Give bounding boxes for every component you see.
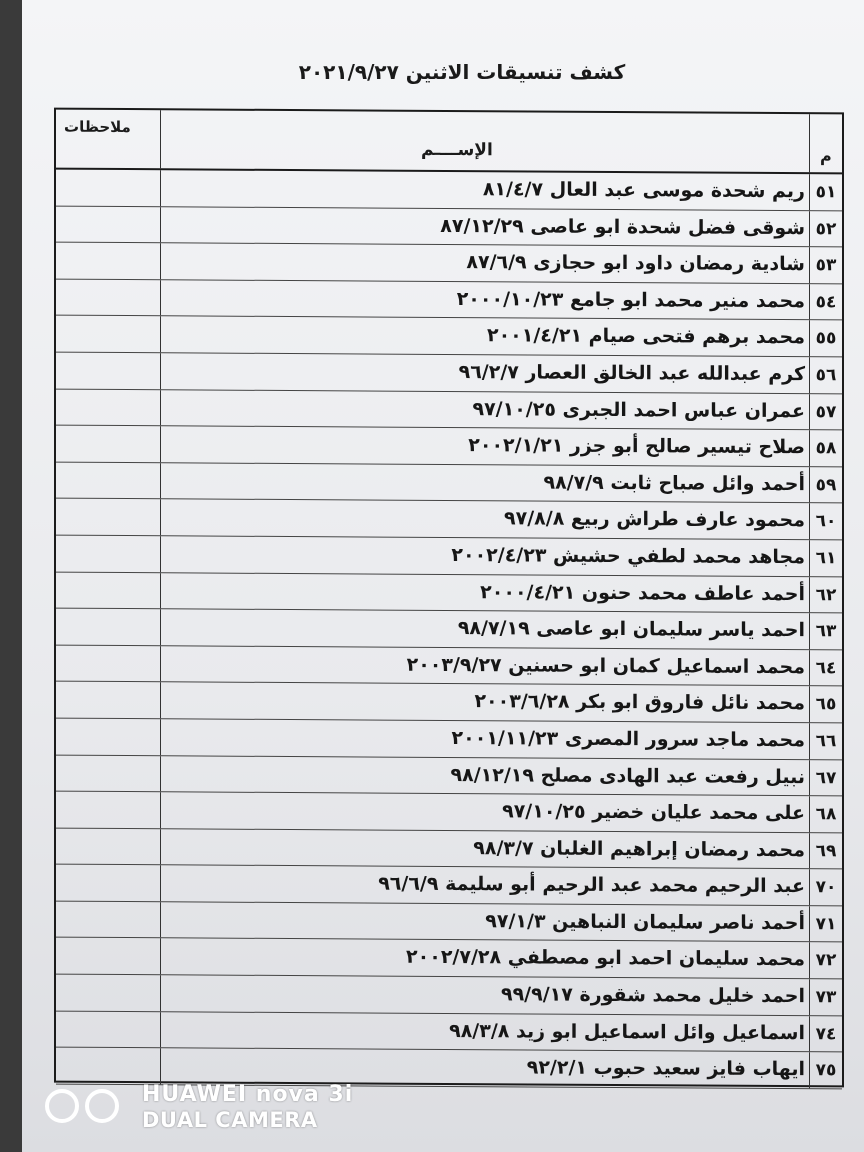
- row-name-cell: محمد نائل فاروق ابو بكر ٢٠٠٣/٦/٢٨: [474, 690, 805, 715]
- row-notes-cell: [56, 170, 161, 206]
- row-name-cell: شوقى فضل شحدة ابو عاصى ٨٧/١٢/٢٩: [440, 214, 805, 239]
- row-name-cell: محمد رمضان إبراهيم الغلبان ٩٨/٣/٧: [473, 836, 805, 861]
- row-name-cell: على محمد عليان خضير ٩٧/١٠/٢٥: [502, 800, 805, 825]
- row-name-cell: أحمد عاطف محمد حنون ٢٠٠٠/٤/٢١: [480, 580, 805, 605]
- table-row: [56, 462, 842, 503]
- row-name-cell: محمد اسماعيل كمان ابو حسنين ٢٠٠٣/٩/٢٧: [406, 653, 805, 678]
- row-notes-cell: [56, 206, 161, 242]
- table-row: [56, 938, 842, 979]
- names-table: [54, 108, 844, 1088]
- row-notes-cell: [56, 243, 161, 279]
- page-title: كشف تنسيقات الاثنين ٢٠٢١/٩/٢٧: [298, 60, 626, 84]
- row-notes-cell: [56, 426, 161, 462]
- row-notes-cell: [56, 975, 161, 1011]
- row-number-cell: ٧١: [809, 906, 842, 942]
- row-notes-cell: [56, 572, 161, 608]
- row-number-cell: ٦٧: [809, 760, 842, 796]
- header-name-label: الإســــم: [421, 139, 493, 161]
- watermark-camera: DUAL CAMERA: [142, 1108, 318, 1132]
- row-notes-cell: [56, 792, 161, 828]
- row-name-cell: شادية رمضان داود ابو حجازى ٨٧/٦/٩: [466, 251, 805, 276]
- row-number-cell: ٥٥: [809, 321, 842, 357]
- row-name-cell: أحمد وائل صباح ثابت ٩٨/٧/٩: [543, 471, 805, 495]
- row-notes-cell: [56, 316, 161, 352]
- row-notes-cell: [56, 609, 161, 645]
- table-row: [56, 901, 842, 942]
- row-name-cell: مجاهد محمد لطفي حشيش ٢٠٠٢/٤/٢٣: [451, 543, 805, 569]
- table-row: [56, 682, 842, 723]
- table-row: [56, 170, 842, 211]
- header-num-cell: [809, 114, 842, 172]
- row-number-cell: ٧٢: [809, 943, 842, 979]
- row-number-cell: ٧٣: [809, 979, 842, 1015]
- row-number-cell: ٥٨: [809, 430, 842, 466]
- header-notes-cell: [56, 110, 161, 169]
- dual-camera-icon: [42, 1086, 134, 1126]
- row-notes-cell: [56, 462, 161, 498]
- table-row: [56, 792, 842, 833]
- table-row: [56, 572, 842, 613]
- row-notes-cell: [56, 828, 161, 864]
- row-name-cell: محمد سليمان احمد ابو مصطفي ٢٠٠٢/٧/٢٨: [406, 946, 805, 971]
- watermark-model: HUAWEI nova 3i: [142, 1082, 354, 1107]
- row-number-cell: ٥٢: [809, 211, 842, 247]
- row-notes-cell: [56, 499, 161, 535]
- row-number-cell: ٦٣: [809, 613, 842, 649]
- row-name-cell: ايهاب فايز سعيد حبوب ٩٢/٢/١: [526, 1056, 805, 1081]
- table-row: [56, 755, 842, 796]
- table-row: [56, 828, 842, 869]
- row-number-cell: ٥٧: [809, 394, 842, 430]
- table-header: [56, 110, 842, 175]
- row-notes-cell: [56, 389, 161, 425]
- table-row: [56, 719, 842, 760]
- row-number-cell: ٦٤: [809, 650, 842, 686]
- row-name-cell: احمد ياسر سليمان ابو عاصى ٩٨/٧/١٩: [457, 617, 805, 642]
- row-notes-cell: [56, 1011, 161, 1047]
- row-name-cell: ريم شحدة موسى عبد العال ٨١/٤/٧: [482, 178, 805, 203]
- row-number-cell: ٦٢: [809, 577, 842, 613]
- row-notes-cell: [56, 353, 161, 389]
- table-row: [56, 499, 842, 540]
- row-number-cell: ٥٤: [809, 284, 842, 320]
- table-row: [56, 1011, 842, 1052]
- row-name-cell: كرم عبدالله عبد الخالق العصار ٩٦/٢/٧: [458, 361, 805, 386]
- table-row: [56, 609, 842, 650]
- table-row: [56, 975, 842, 1016]
- header-name-cell: [161, 110, 811, 172]
- table-row: [56, 279, 842, 320]
- row-name-cell: احمد خليل محمد شقورة ٩٩/٩/١٧: [500, 983, 805, 1008]
- row-name-cell: محمد منير محمد ابو جامع ٢٠٠٠/١٠/٢٣: [456, 287, 805, 312]
- row-notes-cell: [56, 755, 161, 791]
- row-notes-cell: [56, 901, 161, 937]
- table-row: [56, 865, 842, 906]
- header-notes-label: ملاحظات: [64, 117, 131, 137]
- row-name-cell: صلاح تيسير صالح أبو جزر ٢٠٠٢/١/٢١: [468, 434, 805, 459]
- row-notes-cell: [56, 719, 161, 755]
- row-notes-cell: [56, 645, 161, 681]
- row-number-cell: ٧٤: [809, 1016, 842, 1052]
- row-notes-cell: [56, 279, 161, 315]
- row-name-cell: عبد الرحيم محمد عبد الرحيم أبو سليمة ٩٦/٦/٩: [378, 872, 805, 898]
- table-row: [56, 353, 842, 394]
- table-body: [56, 170, 842, 1090]
- table-row: [56, 243, 842, 284]
- row-number-cell: ٥٩: [809, 467, 842, 503]
- table-row: [56, 206, 842, 247]
- table-row: [56, 645, 842, 686]
- row-name-cell: محمود عارف طراش ربيع ٩٧/٨/٨: [504, 507, 805, 532]
- row-name-cell: محمد برهم فتحى صيام ٢٠٠١/٤/٢١: [486, 324, 805, 349]
- row-number-cell: ٦٩: [809, 833, 842, 869]
- row-number-cell: ٧٥: [809, 1052, 842, 1088]
- paper-sheet: [22, 0, 864, 1152]
- header-num-label: م: [820, 146, 832, 166]
- row-number-cell: ٦٨: [809, 796, 842, 832]
- row-notes-cell: [56, 938, 161, 974]
- row-name-cell: نبيل رفعت عبد الهادى مصلح ٩٨/١٢/١٩: [450, 763, 805, 788]
- row-notes-cell: [56, 682, 161, 718]
- row-number-cell: ٦٦: [809, 723, 842, 759]
- table-row: [56, 536, 842, 577]
- row-notes-cell: [56, 536, 161, 572]
- table-row: [56, 316, 842, 357]
- row-number-cell: ٧٠: [809, 869, 842, 905]
- row-notes-cell: [56, 1048, 161, 1084]
- row-notes-cell: [56, 865, 161, 901]
- row-number-cell: ٦٥: [809, 687, 842, 723]
- table-row: [56, 389, 842, 430]
- row-name-cell: محمد ماجد سرور المصرى ٢٠٠١/١١/٢٣: [451, 726, 805, 752]
- table-row: [56, 426, 842, 467]
- row-number-cell: ٥١: [809, 174, 842, 210]
- row-number-cell: ٦١: [809, 540, 842, 576]
- row-number-cell: ٥٣: [809, 247, 842, 283]
- row-name-cell: اسماعيل وائل اسماعيل ابو زيد ٩٨/٣/٨: [449, 1019, 805, 1044]
- row-name-cell: أحمد ناصر سليمان النباهين ٩٧/١/٣: [485, 910, 805, 935]
- row-number-cell: ٥٦: [809, 357, 842, 393]
- row-name-cell: عمران عباس احمد الجبرى ٩٧/١٠/٢٥: [472, 397, 805, 422]
- row-number-cell: ٦٠: [809, 504, 842, 540]
